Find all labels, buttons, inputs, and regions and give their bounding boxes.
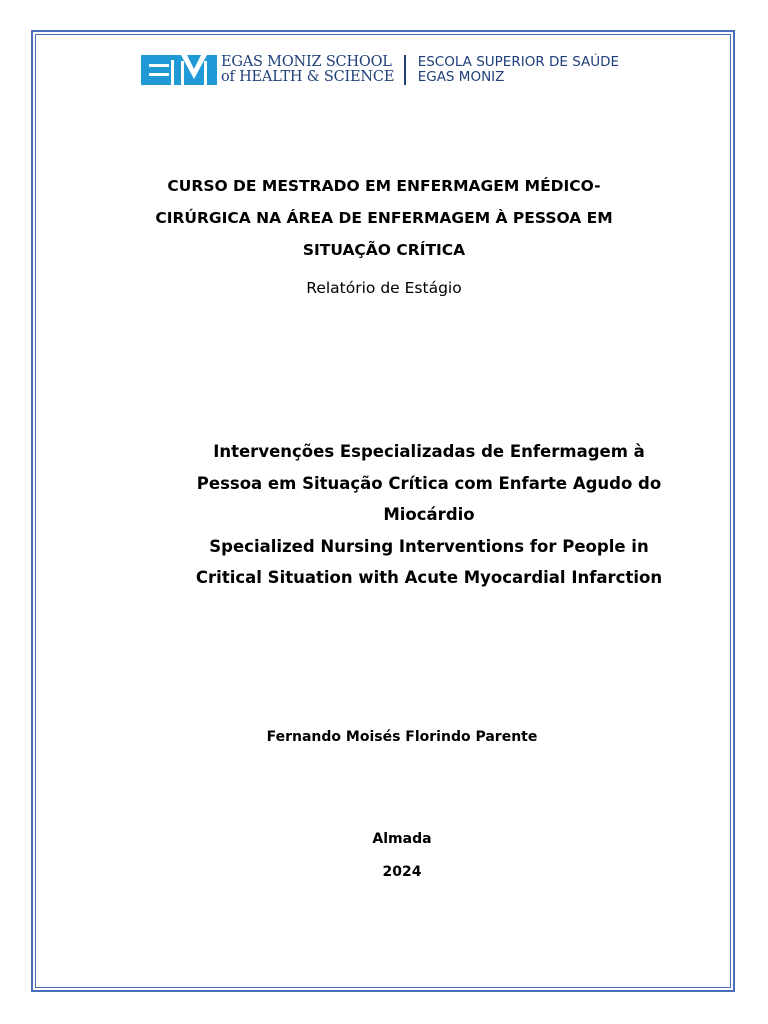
thesis-title-en-line1: Specialized Nursing Interventions for People in xyxy=(209,536,649,556)
school-name xyxy=(221,55,394,85)
course-title-line3: SITUAÇÃO CRÍTICA xyxy=(302,241,466,259)
school-name-line2: of HEALTH & SCIENCE xyxy=(221,69,395,85)
em-logo-mark-icon xyxy=(141,55,217,85)
course-title xyxy=(100,170,668,266)
report-type: Relatório de Estágio xyxy=(306,279,462,297)
institution-logo xyxy=(141,54,619,86)
thesis-title-pt-line2: Pessoa em Situação Crítica com Enfarte Agudo do xyxy=(196,473,662,493)
escola-name-line1: ESCOLA SUPERIOR DE SAÚDE xyxy=(417,54,620,70)
course-title-line1: CURSO DE MESTRADO EM ENFERMAGEM MÉDICO- xyxy=(167,177,601,195)
thesis-title-en-line2: Critical Situation with Acute Myocardial Infarction xyxy=(195,568,663,587)
year: 2024 xyxy=(382,864,422,880)
escola-name xyxy=(418,55,619,85)
place: Almada xyxy=(372,831,432,847)
thesis-title-pt-line1: Intervenções Especializadas de Enfermagem à xyxy=(213,442,645,461)
thesis-title-pt-line3: Miocárdio xyxy=(383,505,475,524)
course-title-line2: CIRÚRGICA NA ÁREA DE ENFERMAGEM À PESSOA EM xyxy=(155,209,613,227)
author-name: Fernando Moisés Florindo Parente xyxy=(266,729,538,745)
escola-name-line2: EGAS MONIZ xyxy=(417,69,505,85)
school-name-line1: EGAS MONIZ SCHOOL xyxy=(221,54,392,70)
thesis-title xyxy=(140,436,718,594)
logo-divider xyxy=(404,55,406,85)
